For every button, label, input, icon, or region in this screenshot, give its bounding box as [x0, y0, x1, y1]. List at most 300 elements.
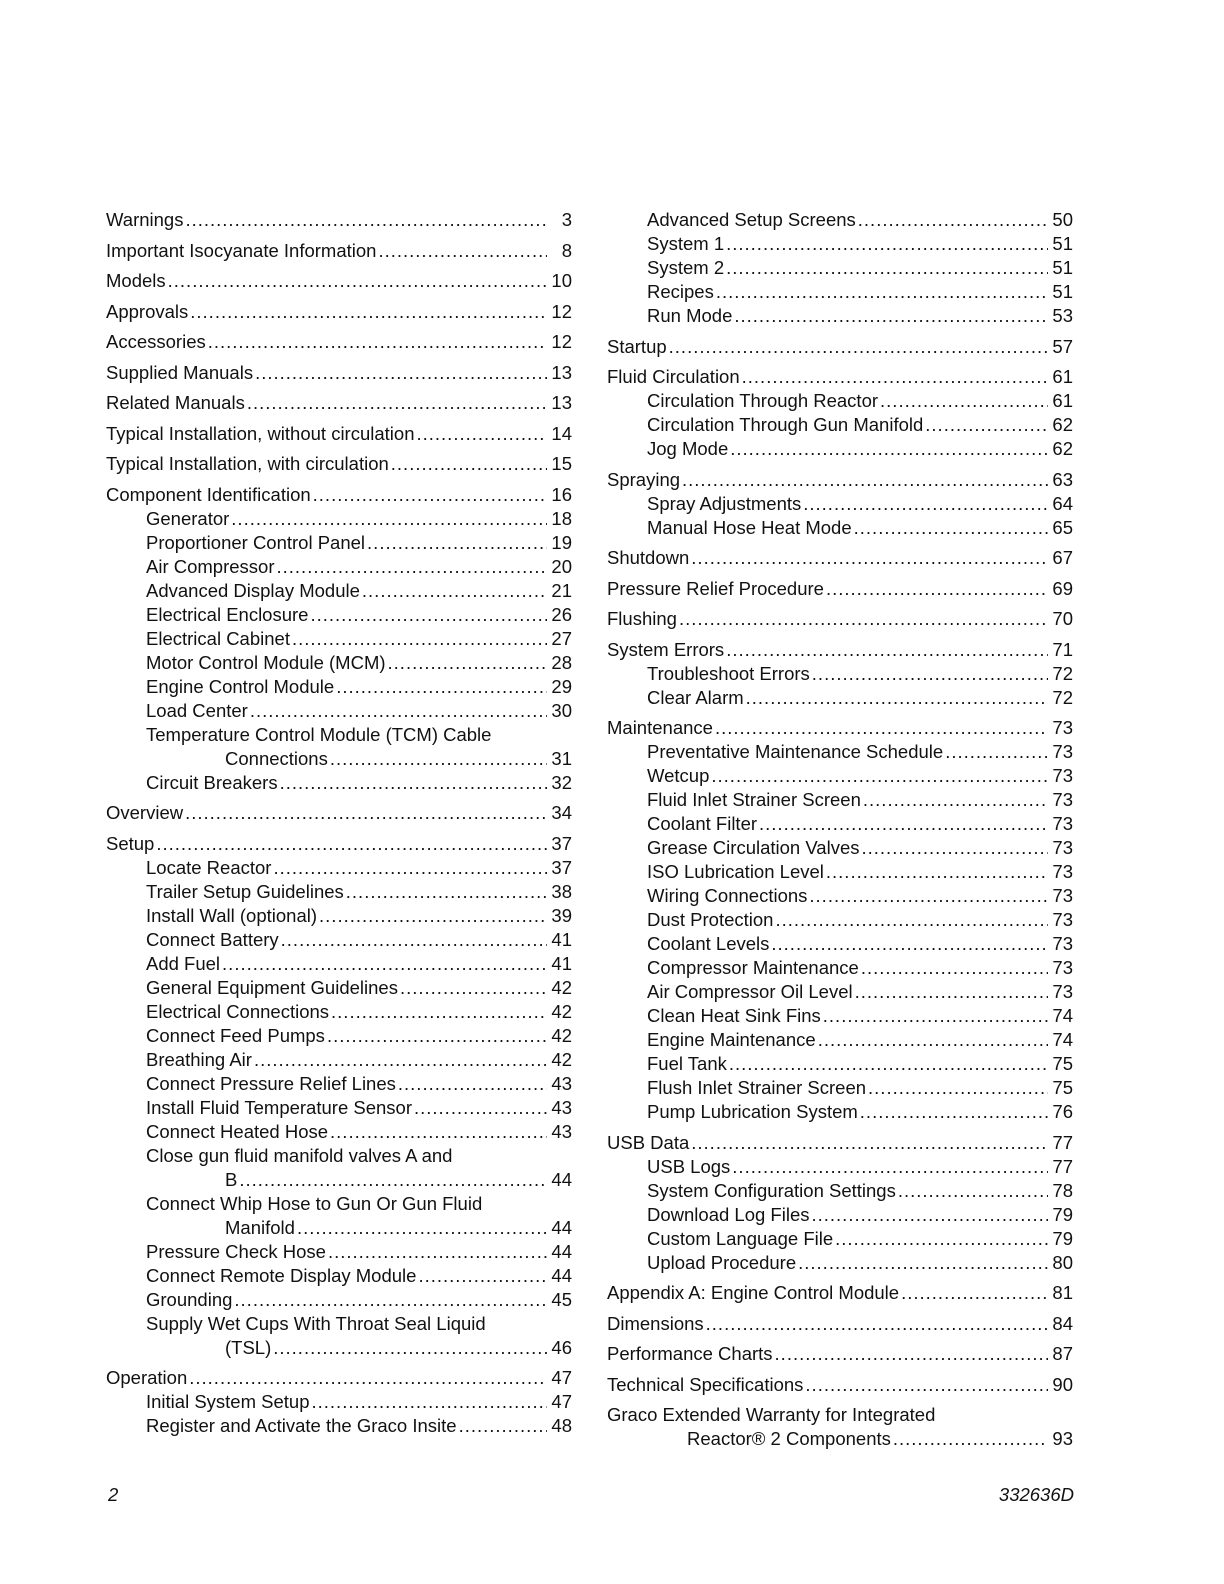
toc-entry[interactable] — [106, 1096, 572, 1120]
toc-leader-dots — [254, 1048, 547, 1072]
toc-leader-dots — [231, 507, 547, 531]
toc-leader-dots — [742, 365, 1048, 389]
toc-entry-title: USB Logs — [647, 1155, 731, 1177]
toc-entry[interactable] — [106, 1366, 572, 1390]
toc-page-number: 48 — [551, 1415, 572, 1436]
toc-entry[interactable] — [106, 1216, 572, 1240]
toc-page-number: 73 — [1052, 933, 1073, 954]
toc-entry-title: Register and Activate the Graco Insite — [146, 1415, 457, 1436]
toc-entry-title: Preventative Maintenance Schedule — [647, 741, 944, 762]
toc-entry[interactable] — [607, 577, 1073, 601]
toc-page-number: 72 — [1052, 686, 1073, 708]
toc-entry-title: Pressure Check Hose — [146, 1240, 326, 1262]
toc-entry[interactable] — [607, 1373, 1073, 1397]
toc-entry-title-cont: Manifold — [225, 1216, 295, 1238]
toc-entry[interactable] — [607, 1004, 1073, 1028]
toc-leader-dots — [855, 980, 1048, 1004]
toc-entry[interactable] — [106, 928, 572, 952]
toc-page-number: 42 — [551, 1048, 572, 1070]
toc-entry[interactable] — [607, 1227, 1073, 1251]
toc-entry-title-cont: Reactor® 2 Components — [687, 1428, 891, 1449]
toc-entry-title: Proportioner Control Panel — [146, 531, 366, 553]
toc-entry-title: Fluid Inlet Strainer Screen — [647, 789, 861, 810]
toc-leader-dots — [812, 662, 1048, 686]
toc-leader-dots — [273, 1336, 547, 1360]
toc-entry-title-cont: B — [225, 1168, 238, 1190]
toc-leader-dots — [868, 1076, 1048, 1100]
toc-page-number: 13 — [551, 361, 572, 383]
toc-page-number: 73 — [1052, 909, 1073, 930]
toc-entry-title: Accessories — [106, 331, 206, 352]
toc-entry[interactable] — [106, 1024, 572, 1048]
toc-entry[interactable] — [607, 1076, 1073, 1100]
toc-leader-dots — [414, 1096, 547, 1120]
toc-entry[interactable] — [106, 675, 572, 699]
toc-leader-dots — [826, 577, 1048, 601]
toc-entry[interactable] — [607, 956, 1073, 980]
toc-page-number: 39 — [551, 904, 572, 926]
toc-leader-dots — [805, 1373, 1048, 1397]
toc-leader-dots — [255, 361, 547, 385]
toc-entry[interactable] — [106, 1048, 572, 1072]
toc-entry[interactable] — [607, 638, 1073, 662]
toc-entry-title: Warnings — [106, 209, 184, 230]
toc-page-number: 10 — [551, 270, 572, 291]
toc-entry-title: Locate Reactor — [146, 856, 272, 878]
toc-leader-dots — [312, 1390, 548, 1414]
toc-entry-title-cont: Connections — [225, 747, 328, 769]
toc-page-number: 62 — [1052, 438, 1073, 459]
toc-leader-dots — [391, 452, 547, 476]
toc-entry-title: Circulation Through Gun Manifold — [647, 414, 924, 435]
toc-page-number: 61 — [1052, 390, 1073, 411]
toc-leader-dots — [277, 555, 548, 579]
toc-entry[interactable] — [607, 764, 1073, 788]
toc-leader-dots — [759, 812, 1048, 836]
toc-page-number: 73 — [1052, 717, 1073, 738]
toc-entry[interactable] — [106, 1288, 572, 1312]
toc-entry-title: Clean Heat Sink Fins — [647, 1005, 821, 1026]
toc-entry-title: Trailer Setup Guidelines — [146, 880, 344, 902]
toc-page-number: 79 — [1052, 1227, 1073, 1249]
toc-left-column — [106, 208, 572, 1438]
toc-page-number: 77 — [1052, 1131, 1073, 1153]
toc-leader-dots — [416, 422, 547, 446]
toc-entry[interactable] — [106, 330, 572, 354]
toc-entry[interactable] — [607, 1131, 1073, 1155]
toc-leader-dots — [862, 836, 1049, 860]
toc-leader-dots — [818, 1028, 1048, 1052]
toc-leader-dots — [367, 531, 547, 555]
toc-entry[interactable] — [607, 716, 1073, 740]
toc-entry-title: Connect Battery — [146, 928, 279, 950]
toc-leader-dots — [273, 856, 547, 880]
toc-page-number: 37 — [551, 856, 572, 878]
toc-leader-dots — [327, 1024, 547, 1048]
toc-entry-title: Operation — [106, 1367, 188, 1388]
toc-entry[interactable] — [106, 1264, 572, 1288]
toc-leader-dots — [726, 256, 1048, 280]
toc-leader-dots — [854, 516, 1048, 540]
toc-entry[interactable] — [106, 1000, 572, 1024]
toc-entry[interactable] — [607, 686, 1073, 710]
footer-doc-number: 332636D — [998, 1484, 1074, 1505]
toc-entry[interactable] — [106, 1390, 572, 1414]
toc-entry-title: Spray Adjustments — [647, 492, 802, 514]
toc-leader-dots — [362, 579, 547, 603]
toc-entry[interactable] — [106, 1336, 572, 1360]
toc-leader-dots — [826, 860, 1048, 884]
toc-entry-title: Connect Heated Hose — [146, 1120, 329, 1142]
toc-page-number: 87 — [1052, 1343, 1073, 1364]
toc-page-number: 76 — [1052, 1101, 1073, 1122]
toc-entry[interactable] — [607, 812, 1073, 836]
toc-leader-dots — [208, 330, 547, 354]
toc-entry[interactable] — [106, 747, 572, 771]
toc-entry[interactable] — [106, 1120, 572, 1144]
toc-leader-dots — [711, 764, 1048, 788]
toc-entry-title: Load Center — [146, 699, 248, 721]
toc-leader-dots — [222, 952, 547, 976]
toc-entry[interactable] — [607, 546, 1073, 570]
toc-entry-title: Generator — [146, 507, 230, 529]
toc-page-number: 51 — [1052, 233, 1073, 254]
toc-leader-dots — [459, 1414, 547, 1438]
toc-entry[interactable] — [607, 1100, 1073, 1124]
toc-entry[interactable] — [106, 208, 572, 232]
toc-leader-dots — [328, 1240, 547, 1264]
toc-entry-title: Manual Hose Heat Mode — [647, 516, 852, 538]
toc-entry[interactable] — [106, 239, 572, 263]
toc-entry[interactable] — [106, 603, 572, 627]
toc-entry[interactable] — [607, 932, 1073, 956]
toc-entry-title: Advanced Display Module — [146, 579, 360, 601]
toc-entry[interactable] — [106, 627, 572, 651]
toc-page-number: 79 — [1052, 1203, 1073, 1225]
toc-entry[interactable] — [106, 1072, 572, 1096]
toc-entry-title: Troubleshoot Errors — [647, 662, 810, 684]
toc-entry-title: Run Mode — [647, 305, 733, 326]
toc-entry[interactable] — [106, 422, 572, 446]
toc-page-number: 84 — [1052, 1312, 1073, 1334]
toc-entry[interactable] — [607, 232, 1073, 256]
toc-leader-dots — [863, 788, 1048, 812]
toc-entry-title: Upload Procedure — [647, 1251, 797, 1273]
toc-entry[interactable] — [106, 856, 572, 880]
toc-page-number: 31 — [551, 747, 572, 769]
toc-leader-dots — [400, 976, 547, 1000]
toc-entry[interactable] — [106, 391, 572, 415]
toc-entry[interactable] — [106, 880, 572, 904]
toc-entry[interactable] — [607, 516, 1073, 540]
toc-entry[interactable] — [607, 1155, 1073, 1179]
toc-entry[interactable] — [607, 1281, 1073, 1305]
toc-entry[interactable] — [607, 256, 1073, 280]
toc-entry[interactable] — [607, 1342, 1073, 1366]
toc-page-number: 51 — [1052, 281, 1073, 302]
toc-leader-dots — [185, 208, 547, 232]
toc-entry[interactable] — [607, 437, 1073, 461]
toc-entry-title: Flushing — [607, 608, 677, 629]
toc-leader-dots — [835, 1227, 1048, 1251]
toc-leader-dots — [823, 1004, 1048, 1028]
toc-entry[interactable] — [607, 492, 1073, 516]
toc-page-number: 29 — [551, 675, 572, 697]
toc-entry-title: Component Identification — [106, 483, 311, 505]
toc-entry[interactable] — [607, 980, 1073, 1004]
toc-leader-dots — [378, 239, 547, 263]
toc-entry[interactable] — [607, 836, 1073, 860]
toc-entry-title: Models — [106, 270, 166, 291]
toc-entry-title: Setup — [106, 832, 155, 854]
toc-page-number: 44 — [551, 1240, 572, 1262]
toc-leader-dots — [281, 928, 547, 952]
toc-page-number: 64 — [1052, 492, 1073, 514]
toc-leader-dots — [775, 1342, 1048, 1366]
toc-entry[interactable] — [607, 280, 1073, 304]
toc-entry-title: Install Wall (optional) — [146, 904, 318, 926]
toc-page-number: 41 — [551, 952, 572, 974]
toc-leader-dots — [319, 904, 547, 928]
toc-entry-title: Install Fluid Temperature Sensor — [146, 1096, 412, 1118]
toc-entry[interactable] — [106, 269, 572, 293]
toc-leader-dots — [185, 801, 547, 825]
toc-page-number: 47 — [551, 1367, 572, 1388]
toc-entry-title: Dimensions — [607, 1312, 704, 1334]
toc-page-number: 75 — [1052, 1053, 1073, 1074]
toc-page-number: 73 — [1052, 885, 1073, 906]
toc-entry[interactable] — [106, 832, 572, 856]
toc-entry-title: Custom Language File — [647, 1227, 834, 1249]
toc-page-number: 69 — [1052, 577, 1073, 599]
toc-page-number: 67 — [1052, 547, 1073, 568]
toc-entry-title: Initial System Setup — [146, 1391, 310, 1412]
toc-page-number: 8 — [561, 239, 572, 261]
toc-entry[interactable] — [607, 1312, 1073, 1336]
toc-leader-dots — [858, 208, 1048, 232]
toc-entry-title: Overview — [106, 802, 184, 823]
toc-leader-dots — [292, 627, 547, 651]
toc-page-number: 73 — [1052, 741, 1073, 762]
toc-entry[interactable] — [106, 952, 572, 976]
toc-page-number: 12 — [551, 300, 572, 322]
toc-leader-dots — [336, 675, 547, 699]
toc-entry-title: Air Compressor Oil Level — [647, 981, 853, 1002]
toc-entry[interactable] — [607, 740, 1073, 764]
toc-entry-title[interactable]: Graco Extended Warranty for Integrated — [607, 1404, 936, 1425]
toc-page-number: 57 — [1052, 335, 1073, 357]
toc-page-number: 16 — [551, 483, 572, 505]
toc-page-number: 44 — [551, 1216, 572, 1238]
toc-leader-dots — [156, 832, 547, 856]
toc-leader-dots — [669, 335, 1048, 359]
toc-page-number: 73 — [1052, 957, 1073, 978]
toc-page-number: 73 — [1052, 813, 1073, 834]
toc-leader-dots — [418, 1264, 547, 1288]
toc-entry-title: Clear Alarm — [647, 686, 744, 708]
toc-page-number: 43 — [551, 1120, 572, 1142]
toc-entry-title[interactable]: Connect Whip Hose to Gun Or Gun Fluid — [146, 1192, 483, 1214]
toc-leader-dots — [811, 1203, 1048, 1227]
toc-page-number: 32 — [551, 771, 572, 793]
toc-entry[interactable] — [106, 531, 572, 555]
toc-entry-title: Compressor Maintenance — [647, 957, 859, 978]
toc-page-number: 42 — [551, 1024, 572, 1046]
toc-entry-title: General Equipment Guidelines — [146, 976, 398, 998]
toc-page-number: 70 — [1052, 608, 1073, 629]
toc-page-number: 93 — [1052, 1428, 1073, 1449]
toc-leader-dots — [775, 908, 1048, 932]
toc-page-number: 75 — [1052, 1077, 1073, 1098]
toc-entry[interactable] — [106, 555, 572, 579]
toc-entry[interactable] — [106, 579, 572, 603]
toc-entry-title: Appendix A: Engine Control Module — [607, 1282, 900, 1303]
toc-entry-title: Pressure Relief Procedure — [607, 577, 824, 599]
toc-page-number: 50 — [1052, 209, 1073, 230]
toc-entry-title: Typical Installation, with circulation — [106, 453, 389, 474]
toc-entry-title: Dust Protection — [647, 909, 774, 930]
toc-entry[interactable] — [607, 365, 1073, 389]
toc-entry[interactable] — [607, 662, 1073, 686]
toc-entry[interactable] — [607, 389, 1073, 413]
toc-entry-title: Typical Installation, without circulation — [106, 422, 415, 444]
toc-entry-title[interactable]: Close gun fluid manifold valves A and — [146, 1144, 453, 1166]
toc-page-number: 44 — [551, 1168, 572, 1190]
toc-entry-title: Electrical Enclosure — [146, 603, 309, 625]
toc-page-number: 26 — [551, 603, 572, 625]
toc-leader-dots — [734, 304, 1048, 328]
toc-entry-title[interactable]: Supply Wet Cups With Throat Seal Liquid — [146, 1312, 486, 1334]
toc-entry[interactable] — [106, 1168, 572, 1192]
toc-leader-dots — [746, 686, 1048, 710]
toc-entry[interactable] — [607, 1251, 1073, 1275]
toc-entry[interactable] — [607, 208, 1073, 232]
toc-page-number: 71 — [1052, 638, 1073, 660]
toc-entry-title: ISO Lubrication Level — [647, 861, 824, 882]
toc-page-number: 74 — [1052, 1005, 1073, 1026]
toc-entry-title: Important Isocyanate Information — [106, 239, 377, 261]
toc-entry-title: Engine Control Module — [146, 675, 335, 697]
toc-entry[interactable] — [607, 1028, 1073, 1052]
toc-page-number: 45 — [551, 1288, 572, 1310]
toc-page-number: 61 — [1052, 366, 1073, 387]
toc-entry[interactable] — [607, 413, 1073, 437]
toc-page-number: 43 — [551, 1096, 572, 1118]
toc-entry[interactable] — [607, 468, 1073, 492]
toc-entry[interactable] — [106, 452, 572, 476]
toc-entry-title: Flush Inlet Strainer Screen — [647, 1077, 867, 1098]
toc-page-number: 43 — [551, 1072, 572, 1094]
toc-leader-dots — [247, 391, 547, 415]
toc-entry-title: Grounding — [146, 1288, 233, 1310]
toc-entry[interactable] — [106, 771, 572, 795]
toc-entry[interactable] — [607, 607, 1073, 631]
toc-entry-title: Wiring Connections — [647, 885, 808, 906]
toc-entry-title: Motor Control Module (MCM) — [146, 651, 386, 673]
toc-leader-dots — [726, 638, 1048, 662]
toc-entry[interactable] — [106, 483, 572, 507]
toc-leader-dots — [189, 1366, 547, 1390]
toc-page-number: 44 — [551, 1264, 572, 1286]
toc-entry-title: Circuit Breakers — [146, 771, 278, 793]
toc-page-number: 73 — [1052, 861, 1073, 882]
toc-entry[interactable] — [106, 651, 572, 675]
toc-page-number: 51 — [1052, 257, 1073, 278]
toc-entry-title: Technical Specifications — [607, 1373, 804, 1395]
toc-entry[interactable] — [106, 801, 572, 825]
toc-leader-dots — [809, 884, 1048, 908]
toc-entry-title: Approvals — [106, 300, 189, 322]
toc-entry-title[interactable]: Temperature Control Module (TCM) Cable — [146, 723, 492, 745]
toc-page-number: 41 — [551, 928, 572, 950]
toc-entry-title: Connect Feed Pumps — [146, 1024, 325, 1046]
toc-entry[interactable] — [607, 1179, 1073, 1203]
toc-entry[interactable] — [607, 908, 1073, 932]
toc-entry[interactable] — [106, 904, 572, 928]
toc-entry[interactable] — [607, 1052, 1073, 1076]
toc-entry[interactable] — [106, 699, 572, 723]
toc-entry-title: Jog Mode — [647, 438, 729, 459]
toc-entry-title: USB Data — [607, 1131, 690, 1153]
toc-page-number: 73 — [1052, 837, 1073, 858]
toc-page-number: 15 — [551, 453, 572, 474]
toc-entry[interactable] — [106, 976, 572, 1000]
toc-entry[interactable] — [607, 788, 1073, 812]
toc-leader-dots — [880, 389, 1048, 413]
toc-entry-title: System 2 — [647, 257, 725, 278]
toc-entry-title: Shutdown — [607, 547, 690, 568]
toc-page-number: 28 — [551, 651, 572, 673]
toc-page-number: 73 — [1052, 765, 1073, 786]
toc-entry-title: Circulation Through Reactor — [647, 390, 879, 411]
toc-entry[interactable] — [106, 1240, 572, 1264]
toc-leader-dots — [730, 437, 1048, 461]
toc-entry-title: Wetcup — [647, 765, 710, 786]
toc-page-number: 30 — [551, 699, 572, 721]
toc-entry[interactable] — [106, 300, 572, 324]
toc-leader-dots — [726, 232, 1048, 256]
toc-entry[interactable] — [106, 361, 572, 385]
toc-entry[interactable] — [607, 1203, 1073, 1227]
toc-page-number: 73 — [1052, 981, 1073, 1002]
toc-page-number: 13 — [551, 392, 572, 413]
toc-entry[interactable] — [106, 507, 572, 531]
toc-entry[interactable] — [607, 304, 1073, 328]
toc-entry-title: System 1 — [647, 233, 725, 254]
toc-page-number: 38 — [551, 880, 572, 902]
toc-entry[interactable] — [607, 1427, 1073, 1451]
toc-page-number: 80 — [1052, 1251, 1073, 1273]
toc-entry[interactable] — [607, 884, 1073, 908]
toc-entry-title: Engine Maintenance — [647, 1029, 816, 1050]
toc-leader-dots — [310, 603, 547, 627]
toc-leader-dots — [771, 932, 1048, 956]
toc-page-number: 77 — [1052, 1155, 1073, 1177]
toc-entry[interactable] — [607, 860, 1073, 884]
toc-entry-title: Advanced Setup Screens — [647, 209, 856, 230]
toc-leader-dots — [898, 1179, 1048, 1203]
toc-page-number: 12 — [551, 331, 572, 352]
toc-entry[interactable] — [607, 335, 1073, 359]
toc-page-number: 90 — [1052, 1373, 1073, 1395]
toc-entry-title: Connect Pressure Relief Lines — [146, 1072, 396, 1094]
toc-page-number: 19 — [551, 531, 572, 553]
toc-entry[interactable] — [106, 1414, 572, 1438]
toc-leader-dots — [691, 1131, 1048, 1155]
footer-page-number: 2 — [108, 1484, 119, 1505]
toc-page-number: 18 — [551, 507, 572, 529]
toc-page-number: 47 — [551, 1391, 572, 1412]
